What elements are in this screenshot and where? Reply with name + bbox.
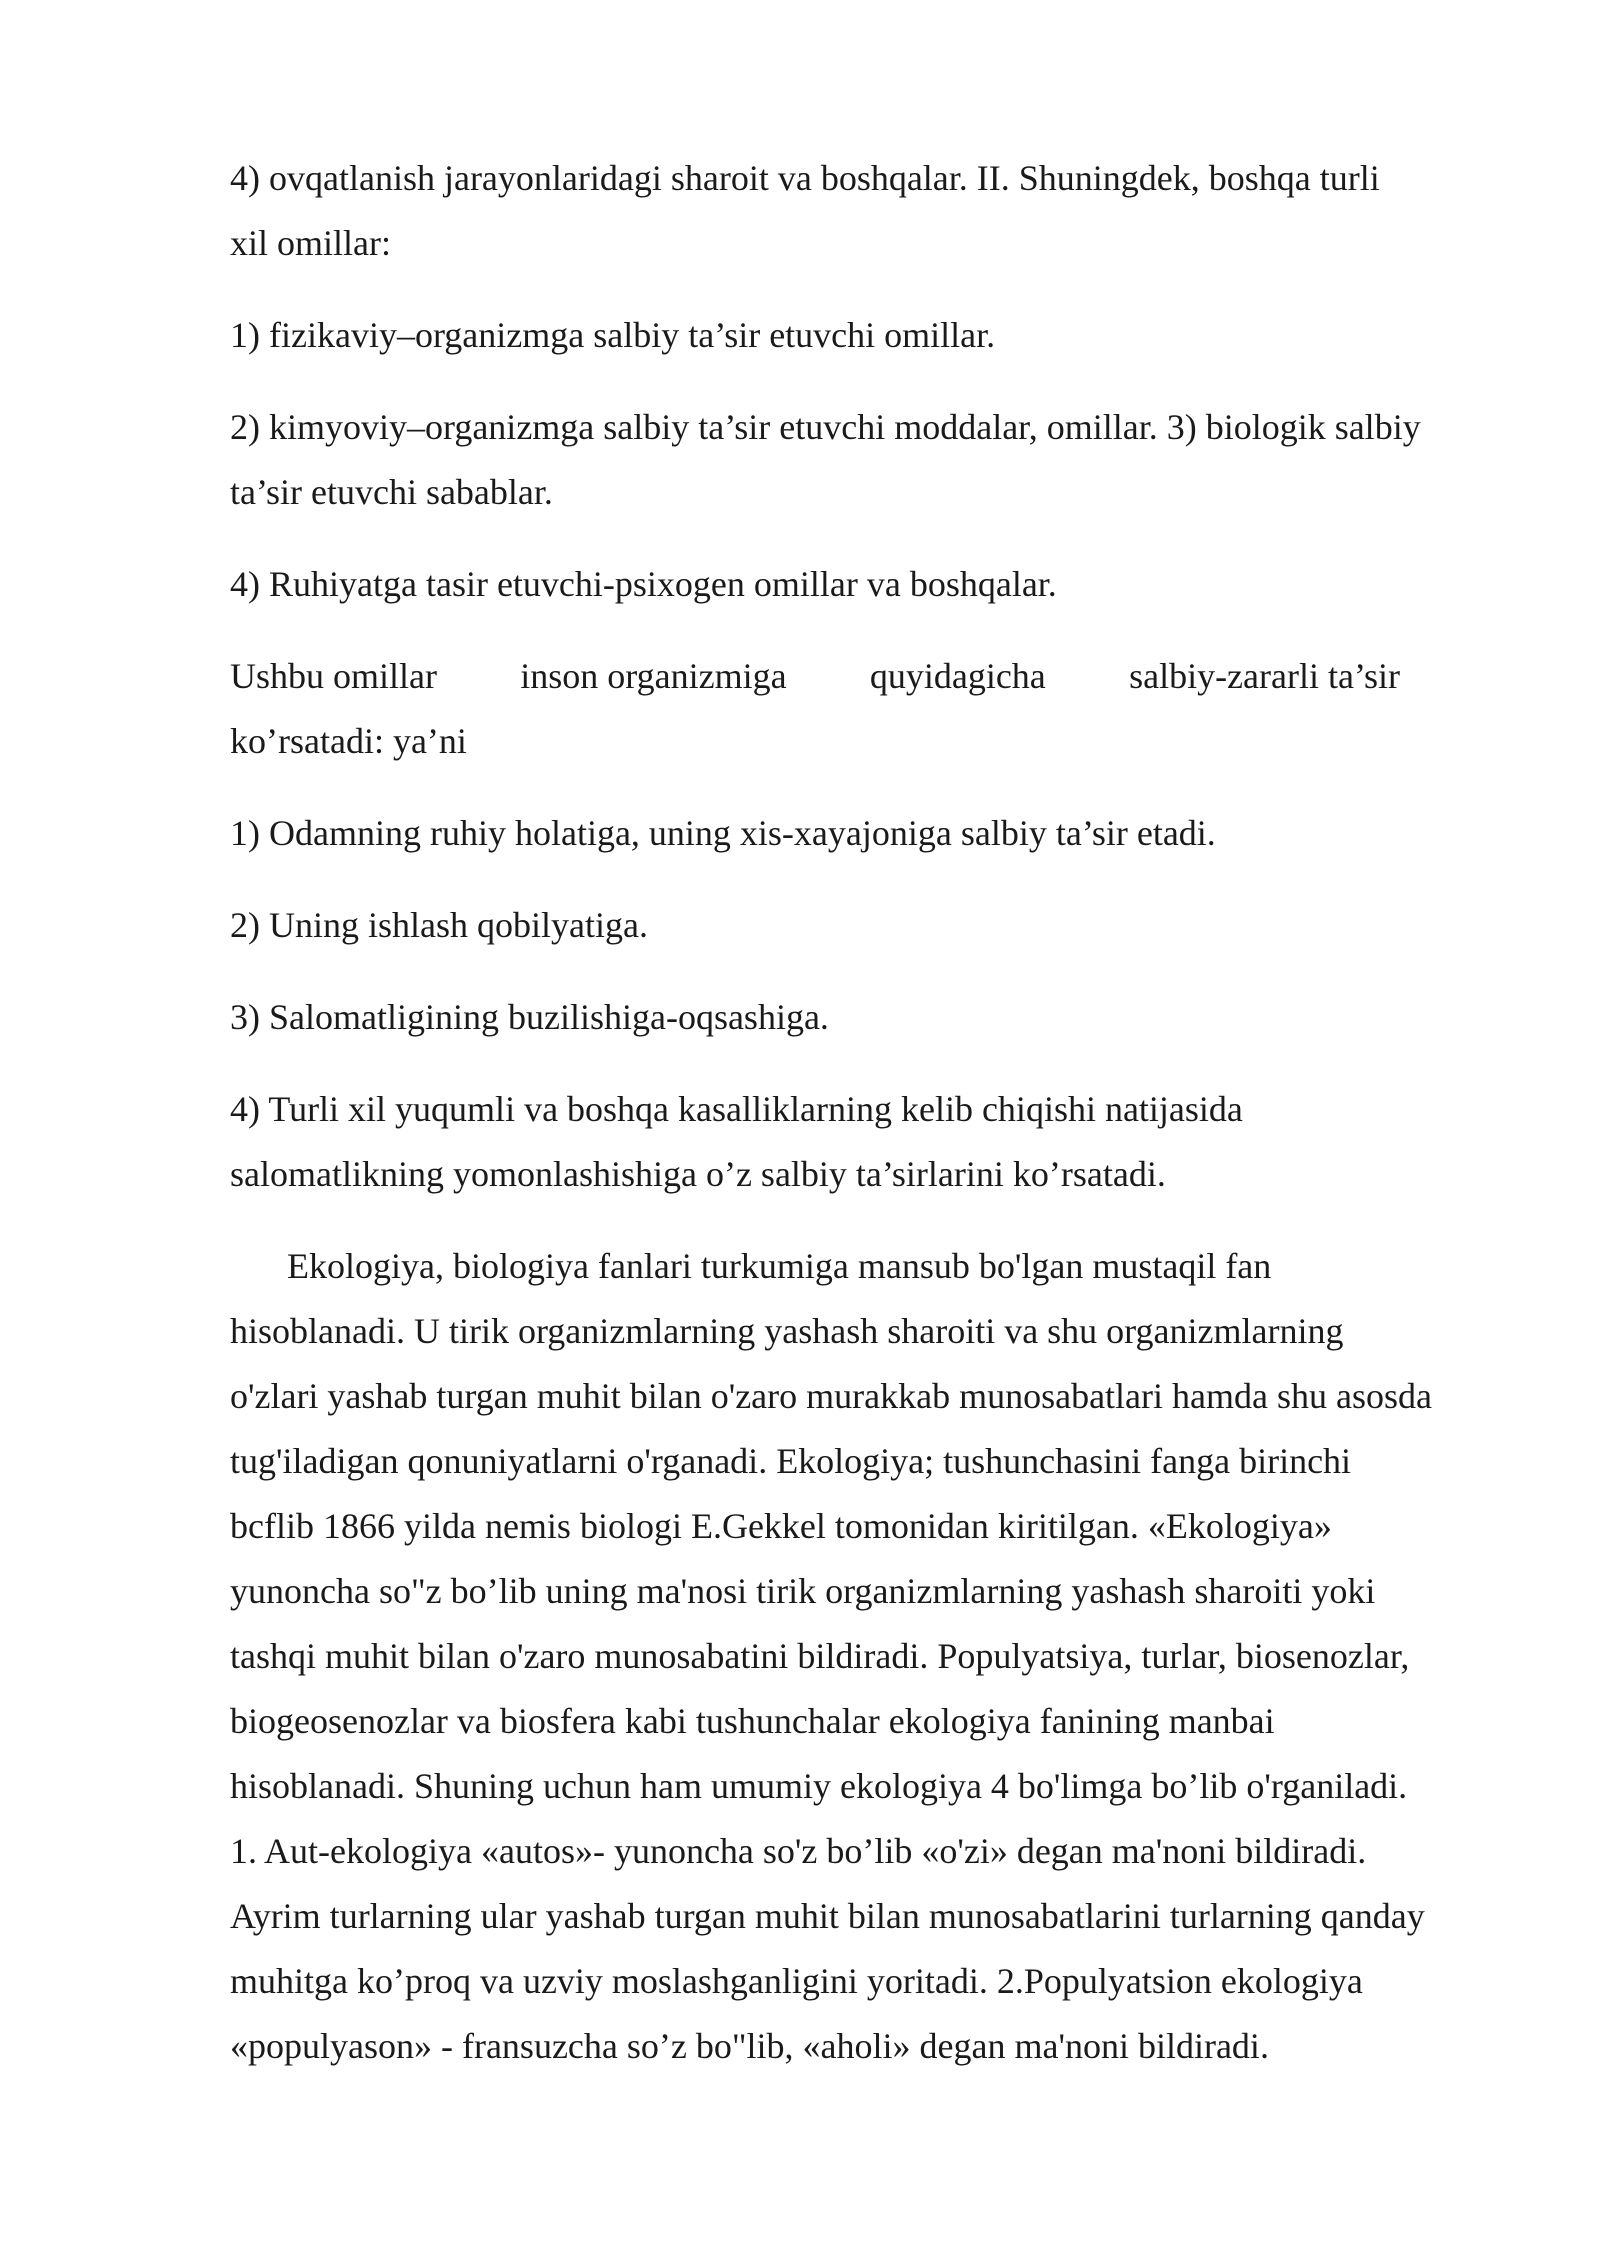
list-item-ruhiy-holat	[230, 801, 1500, 866]
list-item-fizikaviy	[230, 303, 1500, 368]
list-item-ishlash	[230, 893, 1500, 958]
text-line: 2) Uning ishlash qobilyatiga.	[230, 905, 648, 945]
text-line: Ekologiya, biologiya fanlari turkumiga mansub bo'lgan mustaqil fan	[287, 1246, 1272, 1286]
text-line: 1) fizikaviy–organizmga salbiy ta’sir etuvchi omillar.	[230, 315, 996, 355]
text-line: 4) Ruhiyatga tasir etuvchi-psixogen omillar va boshqalar.	[230, 564, 1057, 604]
text-line: o'zlari yashab turgan muhit bilan o'zaro murakkab munosabatlari hamda shu asosda	[230, 1376, 1432, 1416]
text-line: 1) Odamning ruhiy holatiga, uning xis-xayajoniga salbiy ta’sir etadi.	[230, 813, 1216, 853]
list-item-kasalliklar	[230, 1077, 1500, 1207]
text-line: tashqi muhit bilan o'zaro munosabatini bildiradi. Populyatsiya, turlar, biosenozlar,	[230, 1636, 1410, 1676]
text-line: 4) Turli xil yuqumli va boshqa kasalliklarning kelib chiqishi natijasida	[230, 1089, 1243, 1129]
text-line: 2) kimyoviy–organizmga salbiy ta’sir etuvchi moddalar, omillar. 3) biologik salbiy	[230, 407, 1421, 447]
list-item-kimyoviy	[230, 395, 1500, 525]
text-line: 3) Salomatligining buzilishiga-oqsashiga.	[230, 997, 829, 1037]
word-group: Ushbu omillar	[230, 656, 437, 696]
text-line: Ayrim turlarning ular yashab turgan muhit bilan munosabatlarini turlarning qanday	[230, 1896, 1425, 1936]
justified-line	[230, 644, 1400, 709]
text-line: 4) ovqatlanish jarayonlaridagi sharoit va boshqalar. II. Shuningdek, boshqa turli	[230, 158, 1380, 198]
document-body	[230, 146, 1500, 2079]
text-line: bcflib 1866 yilda nemis biologi E.Gekkel tomonidan kiritilgan. «Ekologiya»	[230, 1506, 1332, 1546]
list-item-ruhiyat	[230, 552, 1500, 617]
word-group: quyidagicha	[869, 656, 1046, 696]
text-line: tug'iladigan qonuniyatlarni o'rganadi. Ekologiya; tushunchasini fanga birinchi	[230, 1441, 1352, 1481]
text-line: hisoblanadi. Shuning uchun ham umumiy ekologiya 4 bo'limga bo’lib o'rganiladi.	[230, 1766, 1408, 1806]
text-line: salomatlikning yomonlashishiga o’z salbiy ta’sirlarini ko’rsatadi.	[230, 1154, 1166, 1194]
paragraph-ushbu-omillar	[230, 644, 1500, 774]
text-line: biogeosenozlar va biosfera kabi tushunchalar ekologiya fanining manbai	[230, 1701, 1275, 1741]
text-line: xil omillar:	[230, 223, 391, 263]
text-line: yunoncha so"z bo’lib uning ma'nosi tirik organizmlarning yashash sharoiti yoki	[230, 1571, 1376, 1611]
text-line: hisoblanadi. U tirik organizmlarning yashash sharoiti va shu organizmlarning	[230, 1311, 1344, 1351]
paragraph-ekologiya	[230, 1234, 1500, 2079]
text-line: ko’rsatadi: ya’ni	[230, 721, 467, 761]
word-group: inson organizmiga	[520, 656, 787, 696]
word-group: salbiy-zararli ta’sir	[1129, 656, 1400, 696]
text-line: «populyason» - fransuzcha so’z bo"lib, «aholi» degan ma'noni bildiradi.	[230, 2026, 1269, 2066]
paragraph-omillar-intro	[230, 146, 1500, 276]
text-line: 1. Aut-ekologiya «autos»- yunoncha so'z bo’lib «o'zi» degan ma'noni bildiradi.	[230, 1831, 1367, 1871]
text-line: muhitga ko’proq va uzviy moslashganligini yoritadi. 2.Populyatsion ekologiya	[230, 1961, 1363, 2001]
text-line: ta’sir etuvchi sabablar.	[230, 472, 553, 512]
list-item-salomatlik	[230, 985, 1500, 1050]
